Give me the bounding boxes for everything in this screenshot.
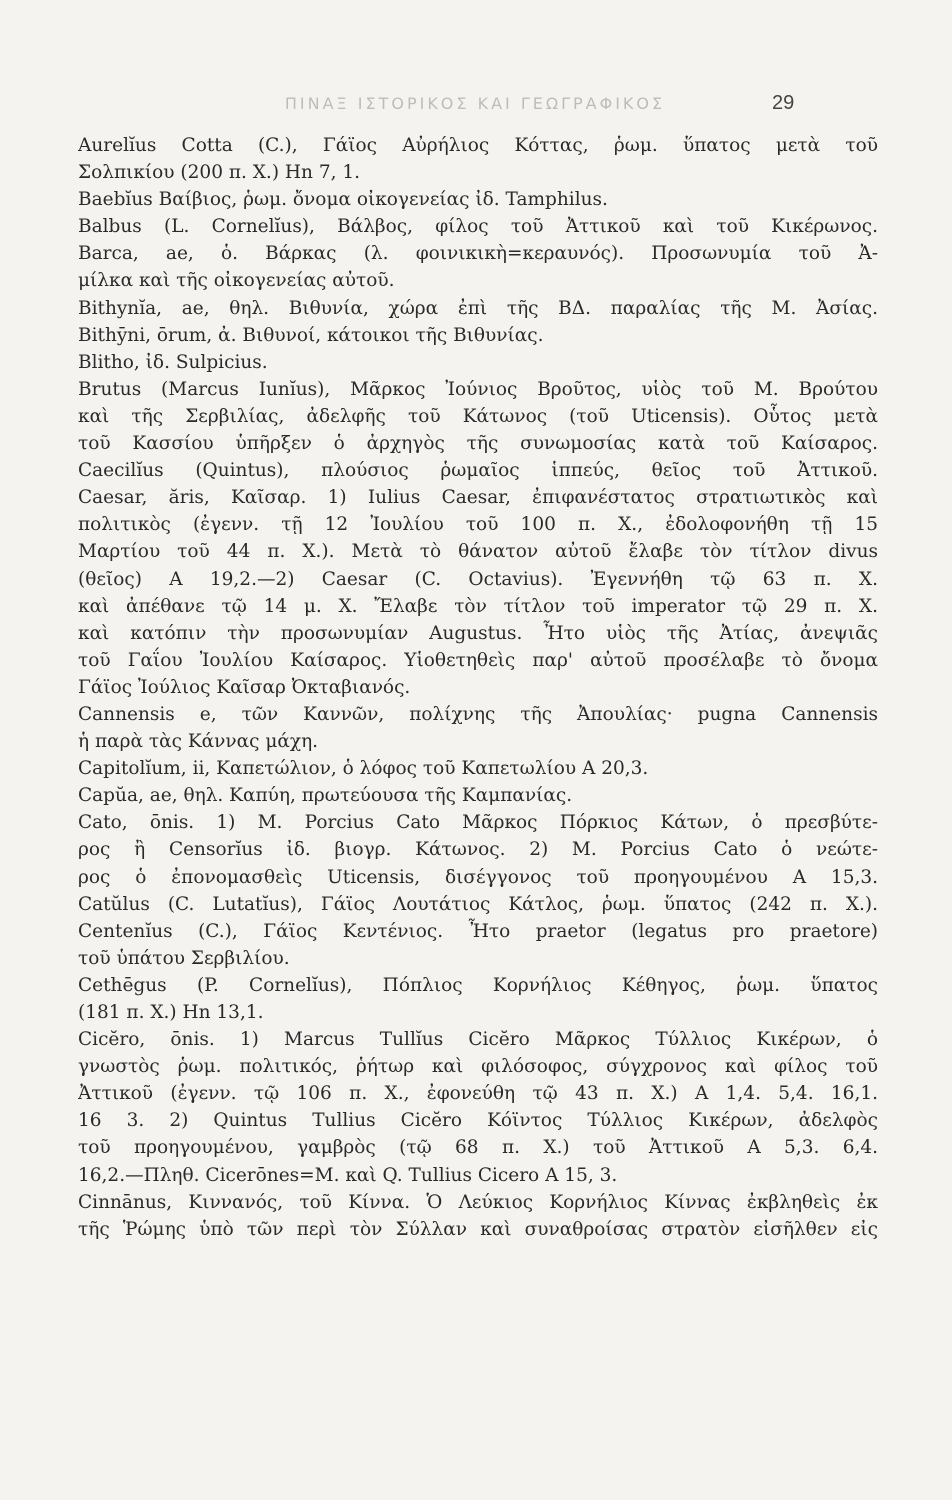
text-line: καὶ ἀπέθανε τῷ 14 μ. Χ. Ἔλαβε τὸν τίτλον τοῦ imperator τῷ 29 π. Χ.: [78, 595, 878, 617]
text-line: τῆς Ῥώμης ὑπὸ τῶν περὶ τὸν Σύλλαν καὶ συναθροίσας στρατὸν εἰσῆλθεν εἰς: [78, 1218, 878, 1240]
text-line: Centenĭus (C.), Γάϊος Κεντένιος. Ἦτο praetor (legatus pro praetore): [78, 920, 878, 942]
text-line: Aurelĭus Cotta (C.), Γάϊος Αὐρήλιος Κόττας, ῥωμ. ὕπατος μετὰ τοῦ: [78, 135, 878, 156]
running-head: ΠΙΝΑΞ ΙΣΤΟΡΙΚΟΣ ΚΑΙ ΓΕΩΓΡΑΦΙΚΟΣ: [284, 94, 666, 113]
text-line: Cannensis e, τῶν Καννῶν, πολίχνης τῆς Ἀπουλίας· pugna Cannensis: [78, 703, 878, 725]
text-line: Capitolĭum, ii, Καπετώλιον, ὁ λόφος τοῦ Καπετωλίου A 20,3.: [78, 758, 649, 780]
text-line: Γάϊος Ἰούλιος Καῖσαρ Ὀκταβιανός.: [78, 676, 411, 698]
text-line: Blitho, ἰδ. Sulpicius.: [78, 351, 268, 373]
text-line: Bithynĭa, ae, θηλ. Βιθυνία, χώρα ἐπὶ τῆς ΒΔ. παραλίας τῆς Μ. Ἀσίας.: [78, 297, 878, 319]
text-line: Cethēgus (P. Cornelĭus), Πόπλιος Κορνήλιος Κέθηγος, ῥωμ. ὕπατος: [78, 974, 878, 996]
text-line: 16 3. 2) Quintus Tullius Cicĕro Κόϊντος Τύλλιος Κικέρων, ἀδελφὸς: [78, 1110, 878, 1132]
text-line: Σολπικίου (200 π. Χ.) Ηn 7, 1.: [78, 162, 361, 184]
text-line: Cinnānus, Κιννανός, τοῦ Κίννα. Ὁ Λεύκιος Κορνήλιος Κίννας ἐκβληθεὶς ἐκ: [78, 1191, 878, 1213]
text-line: καὶ κατόπιν τὴν προσωνυμίαν Augustus. Ἦτο υἱὸς τῆς Ἀτίας, ἀνεψιᾶς: [78, 622, 878, 644]
text-line: Bithȳni, ōrum, ἀ. Βιθυνοί, κάτοικοι τῆς Βιθυνίας.: [78, 324, 544, 346]
text-line: Cato, ōnis. 1) M. Porcius Cato Μᾶρκος Πόρκιος Κάτων, ὁ πρεσβύτε-: [78, 812, 878, 834]
text-line: γνωστὸς ῥωμ. πολιτικός, ῥήτωρ καὶ φιλόσοφος, σύγχρονος καὶ φίλος τοῦ: [78, 1056, 878, 1078]
text-line: τοῦ Κασσίου ὑπῆρξεν ὁ ἀρχηγὸς τῆς συνωμοσίας κατὰ τοῦ Καίσαρος.: [78, 433, 878, 455]
text-line: Cicĕro, ōnis. 1) Marcus Tullĭus Cicĕro Μᾶρκος Τύλλιος Κικέρων, ὁ: [78, 1029, 878, 1051]
text-line: ρος ὁ ἐπονομασθεὶς Uticensis, δισέγγονος τοῦ προηγουμένου A 15,3.: [78, 866, 878, 888]
text-line: τοῦ ὑπάτου Σερβιλίου.: [78, 947, 290, 969]
text-line: τοῦ Γαΐου Ἰουλίου Καίσαρος. Υἱοθετηθεὶς παρ' αὐτοῦ προσέλαβε τὸ ὄνομα: [78, 649, 878, 671]
text-line: Brutus (Marcus Iunĭus), Μᾶρκος Ἰούνιος Βροῦτος, υἱὸς τοῦ Μ. Βρούτου: [78, 378, 878, 400]
text-line: Balbus (L. Cornelĭus), Βάλβος, φίλος τοῦ Ἀττικοῦ καὶ τοῦ Κικέρωνος.: [78, 216, 878, 238]
text-line: Capŭa, ae, θηλ. Καπύη, πρωτεύουσα τῆς Καμπανίας.: [78, 785, 573, 807]
index-entries: [78, 132, 878, 1243]
text-line: Baebĭus Βαίβιος, ῥωμ. ὄνομα οἰκογενείας ἰδ. Tamphilus.: [78, 189, 608, 211]
text-line: Catŭlus (C. Lutatĭus), Γάϊος Λουτάτιος Κάτλος, ῥωμ. ὕπατος (242 π. Χ.).: [78, 893, 878, 915]
text-line: ρος ἢ Censorĭus ἰδ. βιογρ. Κάτωνος. 2) M. Porcius Cato ὁ νεώτε-: [78, 839, 878, 861]
text-line: ἡ παρὰ τὰς Κάννας μάχη.: [78, 731, 319, 753]
text-line: Ἀττικοῦ (ἐγενν. τῷ 106 π. Χ., ἐφονεύθη τῷ 43 π. Χ.) A 1,4. 5,4. 16,1.: [78, 1083, 878, 1105]
text-line: καὶ τῆς Σερβιλίας, ἀδελφῆς τοῦ Κάτωνος (τοῦ Uticensis). Οὗτος μετὰ: [78, 405, 878, 427]
text-line: Barca, ae, ὁ. Βάρκας (λ. φοινικικὴ=κεραυνός). Προσωνυμία τοῦ Ἀ-: [78, 243, 878, 265]
text-line: 16,2.—Πληθ. Cicerōnes=M. καὶ Q. Tullius Cicero A 15, 3.: [78, 1164, 618, 1186]
text-line: πολιτικὸς (ἐγενν. τῇ 12 Ἰουλίου τοῦ 100 π. Χ., ἐδολοφονήθη τῇ 15: [78, 514, 878, 536]
text-line: μίλκα καὶ τῆς οἰκογενείας αὐτοῦ.: [78, 270, 395, 292]
text-line: Caesar, ăris, Καῖσαρ. 1) Iulius Caesar, ἐπιφανέστατος στρατιωτικὸς καὶ: [78, 487, 878, 509]
text-line: Μαρτίου τοῦ 44 π. Χ.). Μετὰ τὸ θάνατον αὐτοῦ ἔλαβε τὸν τίτλον divus: [78, 541, 878, 563]
text-line: (θεῖος) A 19,2.—2) Caesar (C. Octavius). Ἐγεννήθη τῷ 63 π. Χ.: [78, 568, 878, 590]
page-number: 29: [772, 92, 795, 114]
text-line: (181 π. Χ.) Hn 13,1.: [78, 1002, 264, 1023]
text-line: τοῦ προηγουμένου, γαμβρὸς (τῷ 68 π. Χ.) τοῦ Ἀττικοῦ A 5,3. 6,4.: [78, 1137, 878, 1159]
text-line: Caecilĭus (Quintus), πλούσιος ῥωμαῖος ἱππεύς, θεῖος τοῦ Ἀττικοῦ.: [78, 460, 878, 482]
